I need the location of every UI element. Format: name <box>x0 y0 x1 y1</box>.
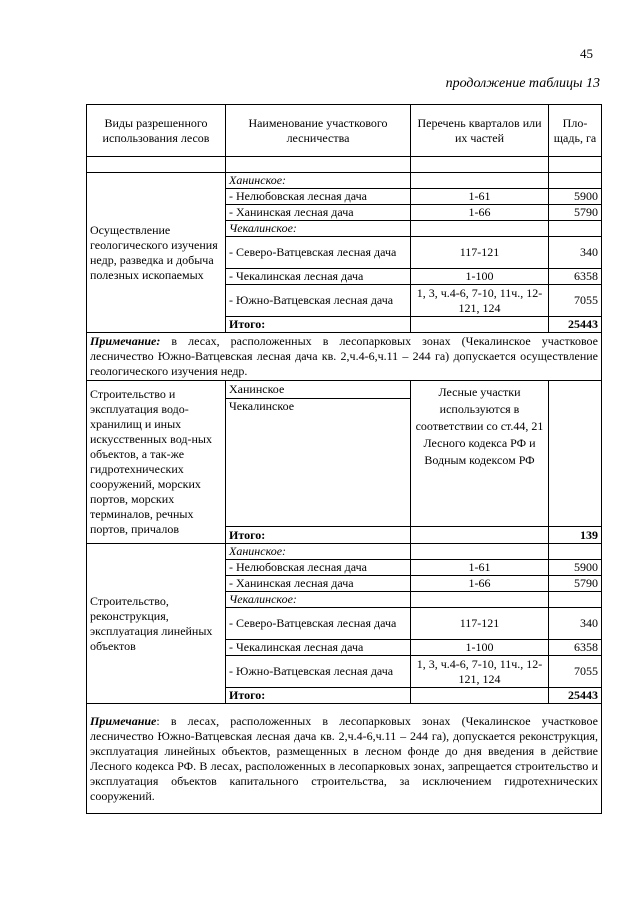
forestry-name: Ханинское <box>226 381 411 399</box>
table-row <box>87 173 602 189</box>
use-type-cell: Строительство и эксплуатация водо-хранилищ и иных искусственных вод-ных объектов, а так-же гидротехнических сооружений, морских портов, морских терминалов, речных портов, причалов <box>87 381 226 544</box>
total-value: 139 <box>549 527 602 544</box>
area-value: 5900 <box>549 189 602 205</box>
page-number: 45 <box>580 46 593 61</box>
area-value: 5790 <box>549 205 602 221</box>
note-row <box>87 333 602 381</box>
note-text: : в лесах, расположенных в лесопарковых зонах (Чекалинское участковое лесничество Южно-Ватцевская лесная дача кв. 2,ч.4-6,ч.11 – 244 га), допускается реконструкция, эксплуатация линейных объектов, размещенных в лесном фонде до дня введения в действие Лесного кодекса РФ. В лесах, расположенных в лесопарковых зонах, запрещается строительство и эксплуатация объектов капитального строительства, за исключением гидротехнических сооружений. <box>90 713 598 803</box>
area-value: 340 <box>549 237 602 269</box>
quarters-value: 117-121 <box>411 237 549 269</box>
quarters-value: 1, 3, ч.4-6, 7-10, 11ч., 12-121, 124 <box>411 656 549 688</box>
area-value: 6358 <box>549 269 602 285</box>
header-area: Пло-щадь, га <box>549 105 602 157</box>
forest-dacha-name: - Чекалинская лесная дача <box>226 269 411 285</box>
table-header-row <box>87 105 602 157</box>
forest-dacha-name: - Чекалинская лесная дача <box>226 640 411 656</box>
spacer-row <box>87 157 602 173</box>
note-cell <box>87 333 602 381</box>
quarters-value: 1-100 <box>411 269 549 285</box>
forest-dacha-name: - Ханинская лесная дача <box>226 205 411 221</box>
forestry-group: Чекалинское: <box>226 221 411 237</box>
total-value: 25443 <box>549 688 602 704</box>
area-value: 5790 <box>549 576 602 592</box>
quarters-value: 1-61 <box>411 189 549 205</box>
forest-dacha-name: - Ханинская лесная дача <box>226 576 411 592</box>
quarters-value: 1, 3, ч.4-6, 7-10, 11ч., 12-121, 124 <box>411 285 549 317</box>
table-row <box>87 381 602 399</box>
quarters-note: Лесные участки используются в соответствии со ст.44, 21 Лесного кодекса РФ и Водным кодексом РФ <box>411 381 549 527</box>
use-type-cell: Осуществление геологического изучения недр, разведка и добыча полезных ископаемых <box>87 173 226 333</box>
total-label: Итого: <box>226 688 411 704</box>
note-text: в лесах, расположенных в лесопарковых зонах (Чекалинское участковое лесничество Южно-Ватцевская лесная дача кв. 2,ч.4-6,ч.11 – 244 га) допускается осуществление геологического изучения недр. <box>90 334 598 378</box>
forest-dacha-name: - Северо-Ватцевская лесная дача <box>226 237 411 269</box>
forestry-name: Чекалинское <box>226 399 411 527</box>
header-forestry: Наименование участкового лесничества <box>226 105 411 157</box>
forest-dacha-name: - Южно-Ватцевская лесная дача <box>226 285 411 317</box>
header-use: Виды разрешенного использования лесов <box>87 105 226 157</box>
note-label: Примечание: <box>90 334 161 348</box>
forestry-group: Чекалинское: <box>226 592 411 608</box>
area-value: 7055 <box>549 285 602 317</box>
forestry-group: Ханинское: <box>226 173 411 189</box>
note-row <box>87 704 602 814</box>
use-type-cell: Строительство, реконструкция, эксплуатация линейных объектов <box>87 544 226 704</box>
forest-dacha-name: - Нелюбовская лесная дача <box>226 560 411 576</box>
area-value: 340 <box>549 608 602 640</box>
total-label: Итого: <box>226 527 411 544</box>
forestry-group: Ханинское: <box>226 544 411 560</box>
quarters-value: 1-66 <box>411 205 549 221</box>
table-row <box>87 544 602 560</box>
quarters-value: 1-100 <box>411 640 549 656</box>
note-label: Примечание <box>90 713 157 728</box>
total-value: 25443 <box>549 317 602 333</box>
note-cell <box>87 704 602 814</box>
quarters-value: 117-121 <box>411 608 549 640</box>
header-quarters: Перечень кварталов или их частей <box>411 105 549 157</box>
quarters-value: 1-61 <box>411 560 549 576</box>
forest-dacha-name: - Северо-Ватцевская лесная дача <box>226 608 411 640</box>
forest-use-table <box>86 104 602 814</box>
forest-dacha-name: - Южно-Ватцевская лесная дача <box>226 656 411 688</box>
table-continuation-label: продолжение таблицы 13 <box>445 76 600 91</box>
forest-dacha-name: - Нелюбовская лесная дача <box>226 189 411 205</box>
area-value: 5900 <box>549 560 602 576</box>
total-label: Итого: <box>226 317 411 333</box>
area-value: 7055 <box>549 656 602 688</box>
quarters-value: 1-66 <box>411 576 549 592</box>
area-value: 6358 <box>549 640 602 656</box>
